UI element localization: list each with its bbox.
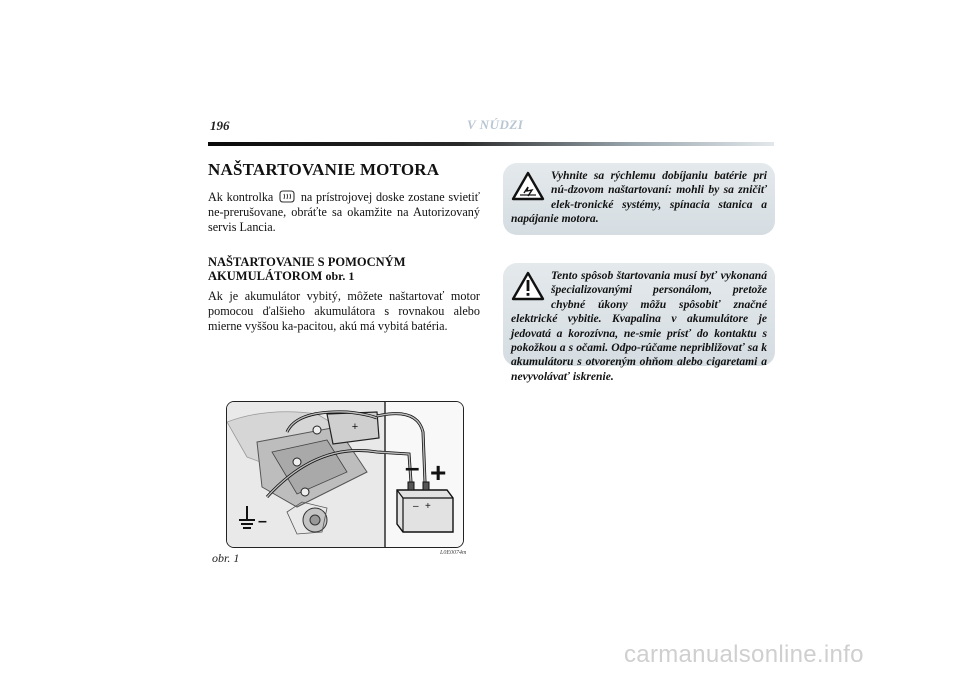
subsection-body: Ak je akumulátor vybitý, môžete naštartovať motor pomocou ďalšieho akumulátora s rovnakou alebo mierne vyššou ka-pacitou, akú má vybitá batéria. — [208, 289, 480, 333]
subsection-title-line1: NAŠTARTOVANIE S POMOCNÝM — [208, 255, 406, 269]
figure-plus-sign: + — [430, 457, 447, 488]
electrical-warning-triangle-icon — [511, 171, 545, 201]
subsection-title-line2: AKUMULÁTOROM — [208, 269, 323, 283]
page-number: 196 — [210, 118, 230, 133]
warning-box-2 — [503, 263, 775, 383]
battery-minus-mark: – — [413, 501, 419, 512]
watermark: carmanualsonline.info — [624, 641, 864, 668]
preheat-lamp-icon — [277, 190, 297, 204]
figure-jump-start — [226, 401, 464, 548]
section-intro — [208, 190, 480, 235]
figure-minus-sign: – — [405, 452, 420, 482]
ground-minus-symbol: – — [258, 513, 267, 530]
intro-before-icon: Ak kontrolka — [208, 190, 274, 204]
left-column — [208, 160, 480, 334]
jump-start-illustration — [227, 402, 463, 547]
section-title: NAŠTARTOVANIE MOTORA — [208, 160, 440, 179]
car-battery-plus: + — [351, 421, 359, 433]
figure-code: L0E0074m — [440, 550, 467, 556]
header-rule — [208, 142, 774, 146]
warning-text-2: Tento spôsob štartovania musí byť vykonaná špecializovanými personálom, pretože chybné úkony môžu spôsobiť značné elektrické vybitie. Kvapalina v akumulátore je jedovatá a korozívna, ne-smie prísť do kontaktu s pokožkou a s očami. Odpo-rúčame nepribližovať sa k akumulátoru s otvoreným ohňom alebo cigaretami a nevyvolávať iskrenie. — [511, 269, 767, 383]
subsection-title — [208, 255, 480, 283]
intro-after-icon: na prístrojovej doske zostane svietiť ne-prerušovane, obráťte sa okamžite na Autorizovaný servis Lancia. — [208, 190, 481, 234]
warning-triangle-icon — [511, 271, 545, 301]
figure-label: obr. 1 — [212, 551, 240, 565]
battery-plus-mark: + — [425, 501, 431, 512]
chapter-title: V NÚDZI — [467, 117, 524, 132]
warning-box-1 — [503, 163, 775, 235]
warning-text-1: Vyhnite sa rýchlemu dobíjaniu batérie pri nú-dzovom naštartovaní: mohli by sa zničiť elek-tronické systémy, spínacia stanica a napájanie motora. — [511, 169, 767, 226]
subsection-figure-ref: obr. 1 — [325, 269, 355, 283]
